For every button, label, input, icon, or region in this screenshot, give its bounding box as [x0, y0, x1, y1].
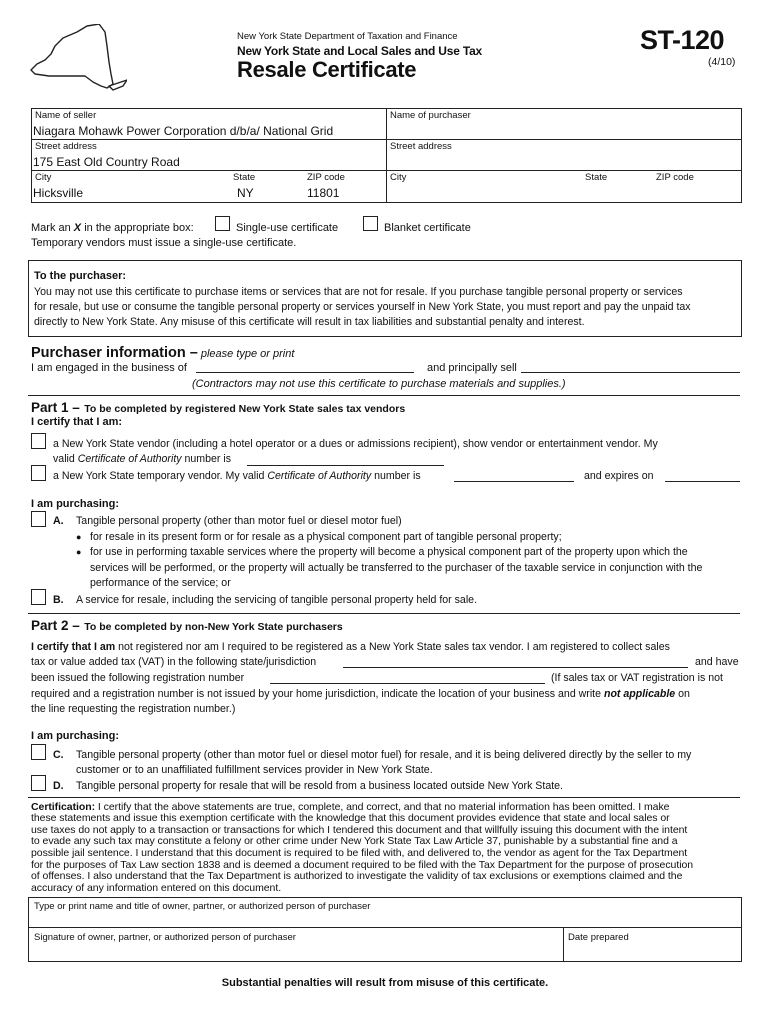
date-prepared-field[interactable]	[568, 944, 736, 958]
purchaser-name-field[interactable]	[390, 122, 735, 137]
table-rule	[31, 139, 741, 140]
notice-line: directly to New York State. Any misuse of this certificate will result in tax liabilities and substantial penalty and interest.	[34, 316, 585, 328]
date-prepared-label: Date prepared	[568, 932, 629, 943]
mark-instruction: Mark an X in the appropriate box:	[31, 222, 194, 234]
certification-text: of offenses. I also understand that the Tax Department is authorized to investigate the validity of tax exclusions or exemptions claimed and the	[31, 870, 683, 882]
registration-note: the line requesting the registration number.)	[31, 703, 236, 715]
signature-field[interactable]	[34, 944, 558, 958]
seller-city-label: City	[35, 172, 52, 183]
temporary-vendor-text: a New York State temporary vendor. My valid Certificate of Authority number is	[53, 470, 421, 482]
certification-text: possible jail sentence. I understand that this document is required to be filed with, and delivered to, the vendor as agent for the Tax Department	[31, 847, 688, 859]
state-jurisdiction-field[interactable]	[343, 667, 688, 668]
option-a-checkbox[interactable]	[31, 511, 46, 527]
part1-heading: Part 1 – To be completed by registered New York State sales tax vendors	[31, 400, 406, 415]
table-rule	[31, 170, 741, 171]
signature-label: Signature of owner, partner, or authorized person of purchaser	[34, 932, 296, 943]
purchaser-street-field[interactable]	[390, 153, 735, 168]
section-rule	[28, 613, 740, 614]
bullet-icon: ●	[76, 547, 82, 557]
registration-number-field[interactable]	[270, 683, 545, 684]
option-c-text: Tangible personal property (other than motor fuel or diesel motor fuel) for resale, and it is being delivered directly by the seller to my	[76, 749, 692, 761]
purchaser-zip-label: ZIP code	[656, 172, 694, 183]
part2-heading: Part 2 – To be completed by non-New York State purchasers	[31, 618, 343, 633]
option-a-bullet-text: performance of the service; or	[90, 577, 231, 589]
penalty-footer: Substantial penalties will result from misuse of this certificate.	[221, 977, 549, 989]
form-revision: (4/10)	[708, 56, 736, 68]
purchaser-info-heading: Purchaser information – please type or print	[31, 345, 295, 361]
section-rule	[28, 395, 740, 396]
notice-line: for resale, but use or consume the tangible personal property or services yourself in New York State, you must report and pay the unpaid tax	[34, 301, 691, 313]
state-jurisdiction-label: tax or value added tax (VAT) in the following state/jurisdiction	[31, 656, 317, 668]
nys-vendor-checkbox[interactable]	[31, 433, 46, 449]
temporary-authority-number-field[interactable]	[454, 481, 574, 482]
option-b-checkbox[interactable]	[31, 589, 46, 605]
purchaser-state-label: State	[585, 172, 608, 183]
expires-on-label: and expires on	[584, 470, 654, 482]
single-use-checkbox[interactable]	[215, 216, 230, 231]
blanket-checkbox[interactable]	[363, 216, 378, 231]
form-number: ST-120	[640, 25, 725, 55]
option-b-letter: B.	[53, 594, 64, 606]
part2-certify-text: I certify that I am not registered nor am I required to be registered as a New York State sales tax vendor. I am registered to collect sales	[31, 641, 670, 653]
option-a-bullet-text: services will be performed, or the property will actually be transferred to the purchaser of the taxable service in conjunction with the	[90, 562, 703, 574]
name-title-field[interactable]	[34, 913, 734, 925]
option-a-text: Tangible personal property (other than motor fuel or diesel motor fuel)	[76, 515, 402, 527]
seller-street-field[interactable]: 175 East Old Country Road	[33, 155, 180, 169]
contractors-note: (Contractors may not use this certificate to purchase materials and supplies.)	[192, 378, 566, 390]
department-name: New York State Department of Taxation and Finance	[237, 31, 458, 42]
purchaser-name-label: Name of purchaser	[390, 110, 471, 121]
seller-street-label: Street address	[35, 141, 97, 152]
name-title-label: Type or print name and title of owner, partner, or authorized person of purchaser	[34, 901, 371, 912]
certificate-authority-label: valid Certificate of Authority number is	[53, 453, 232, 465]
single-use-label: Single-use certificate	[236, 222, 339, 234]
notice-heading: To the purchaser:	[34, 270, 127, 282]
table-divider	[563, 928, 564, 961]
certification-text: for the purposes of Tax Law section 1838 and is deemed a document required to be filed with the Tax Department for the purpose of prosecution	[31, 859, 694, 871]
blanket-label: Blanket certificate	[384, 222, 471, 234]
option-d-text: Tangible personal property for resale that will be resold from a business located outside New York State.	[76, 780, 563, 792]
nys-vendor-text: a New York State vendor (including a hotel operator or a dues or admissions recipient), show vendor or entertainment vendor. My	[53, 438, 658, 450]
principally-sell-label: and principally sell	[427, 362, 517, 374]
part2-purchasing-label: I am purchasing:	[31, 730, 120, 742]
engaged-business-label: I am engaged in the business of	[31, 362, 187, 374]
principally-sell-field[interactable]	[521, 372, 740, 373]
part1-certify-label: I certify that I am:	[31, 416, 123, 428]
purchaser-city-field[interactable]	[390, 184, 735, 199]
section-rule	[28, 797, 740, 798]
purchaser-city-label: City	[390, 172, 407, 183]
new-york-state-outline-icon	[27, 24, 127, 98]
option-c-checkbox[interactable]	[31, 744, 46, 760]
option-b-text: A service for resale, including the servicing of tangible personal property held for sale.	[76, 594, 478, 606]
and-have-label: and have	[695, 656, 739, 668]
option-a-bullet-text: for use in performing taxable services where the property will become a physical component part of the property upon which the	[90, 546, 688, 558]
part1-purchasing-label: I am purchasing:	[31, 498, 120, 510]
expiration-date-field[interactable]	[665, 481, 740, 482]
form-title: Resale Certificate	[237, 57, 417, 82]
notice-line: You may not use this certificate to purchase items or services that are not for resale. If you purchase tangible personal property or services	[34, 286, 683, 298]
certification-text: accuracy of any information entered on this document.	[31, 882, 282, 894]
table-divider	[386, 108, 387, 202]
temporary-vendor-checkbox[interactable]	[31, 465, 46, 481]
seller-city-field[interactable]: Hicksville	[33, 186, 84, 200]
option-d-checkbox[interactable]	[31, 775, 46, 791]
certification-text: to evade any such tax may constitute a felony or other crime under New York State Tax Law Article 37, punishable by a substantial fine and a	[31, 835, 678, 847]
business-type-field[interactable]	[196, 372, 414, 373]
table-rule	[28, 927, 741, 928]
option-c-letter: C.	[53, 749, 64, 761]
seller-state-label: State	[233, 172, 256, 183]
registration-number-label: been issued the following registration number	[31, 672, 245, 684]
option-c-text: customer or to an unaffiliated fulfillment services provider in New York State.	[76, 764, 433, 776]
seller-zip-field[interactable]: 11801	[307, 186, 340, 200]
option-a-bullet-text: for resale in its present form or for resale as a physical component part of tangible personal property;	[90, 531, 562, 543]
registration-note: (If sales tax or VAT registration is not	[551, 672, 723, 684]
option-a-letter: A.	[53, 515, 64, 527]
certification-text: Certification: I certify that the above statements are true, complete, and correct, and that no material information has been omitted. I make	[31, 801, 670, 813]
seller-name-label: Name of seller	[35, 110, 97, 121]
certification-text: use taxes do not apply to a transaction or transactions for which I tendered this document and that willfully issuing this document with the intent	[31, 824, 688, 836]
seller-zip-label: ZIP code	[307, 172, 345, 183]
temporary-vendor-note: Temporary vendors must issue a single-use certificate.	[31, 237, 297, 249]
bullet-icon: ●	[76, 532, 82, 542]
certificate-authority-number-field[interactable]	[247, 465, 444, 466]
option-d-letter: D.	[53, 780, 64, 792]
seller-name-field[interactable]: Niagara Mohawk Power Corporation d/b/a/ National Grid	[33, 124, 334, 138]
registration-note: required and a registration number is not issued by your home jurisdiction, indicate the location of your business and write not applicable on	[31, 688, 690, 700]
certification-text: these statements and issue this exemption certificate with the knowledge that this document provides evidence that state and local sales or	[31, 812, 670, 824]
form-subtitle: New York State and Local Sales and Use Tax	[237, 44, 483, 58]
purchaser-street-label: Street address	[390, 141, 452, 152]
seller-state-field[interactable]: NY	[237, 186, 254, 200]
